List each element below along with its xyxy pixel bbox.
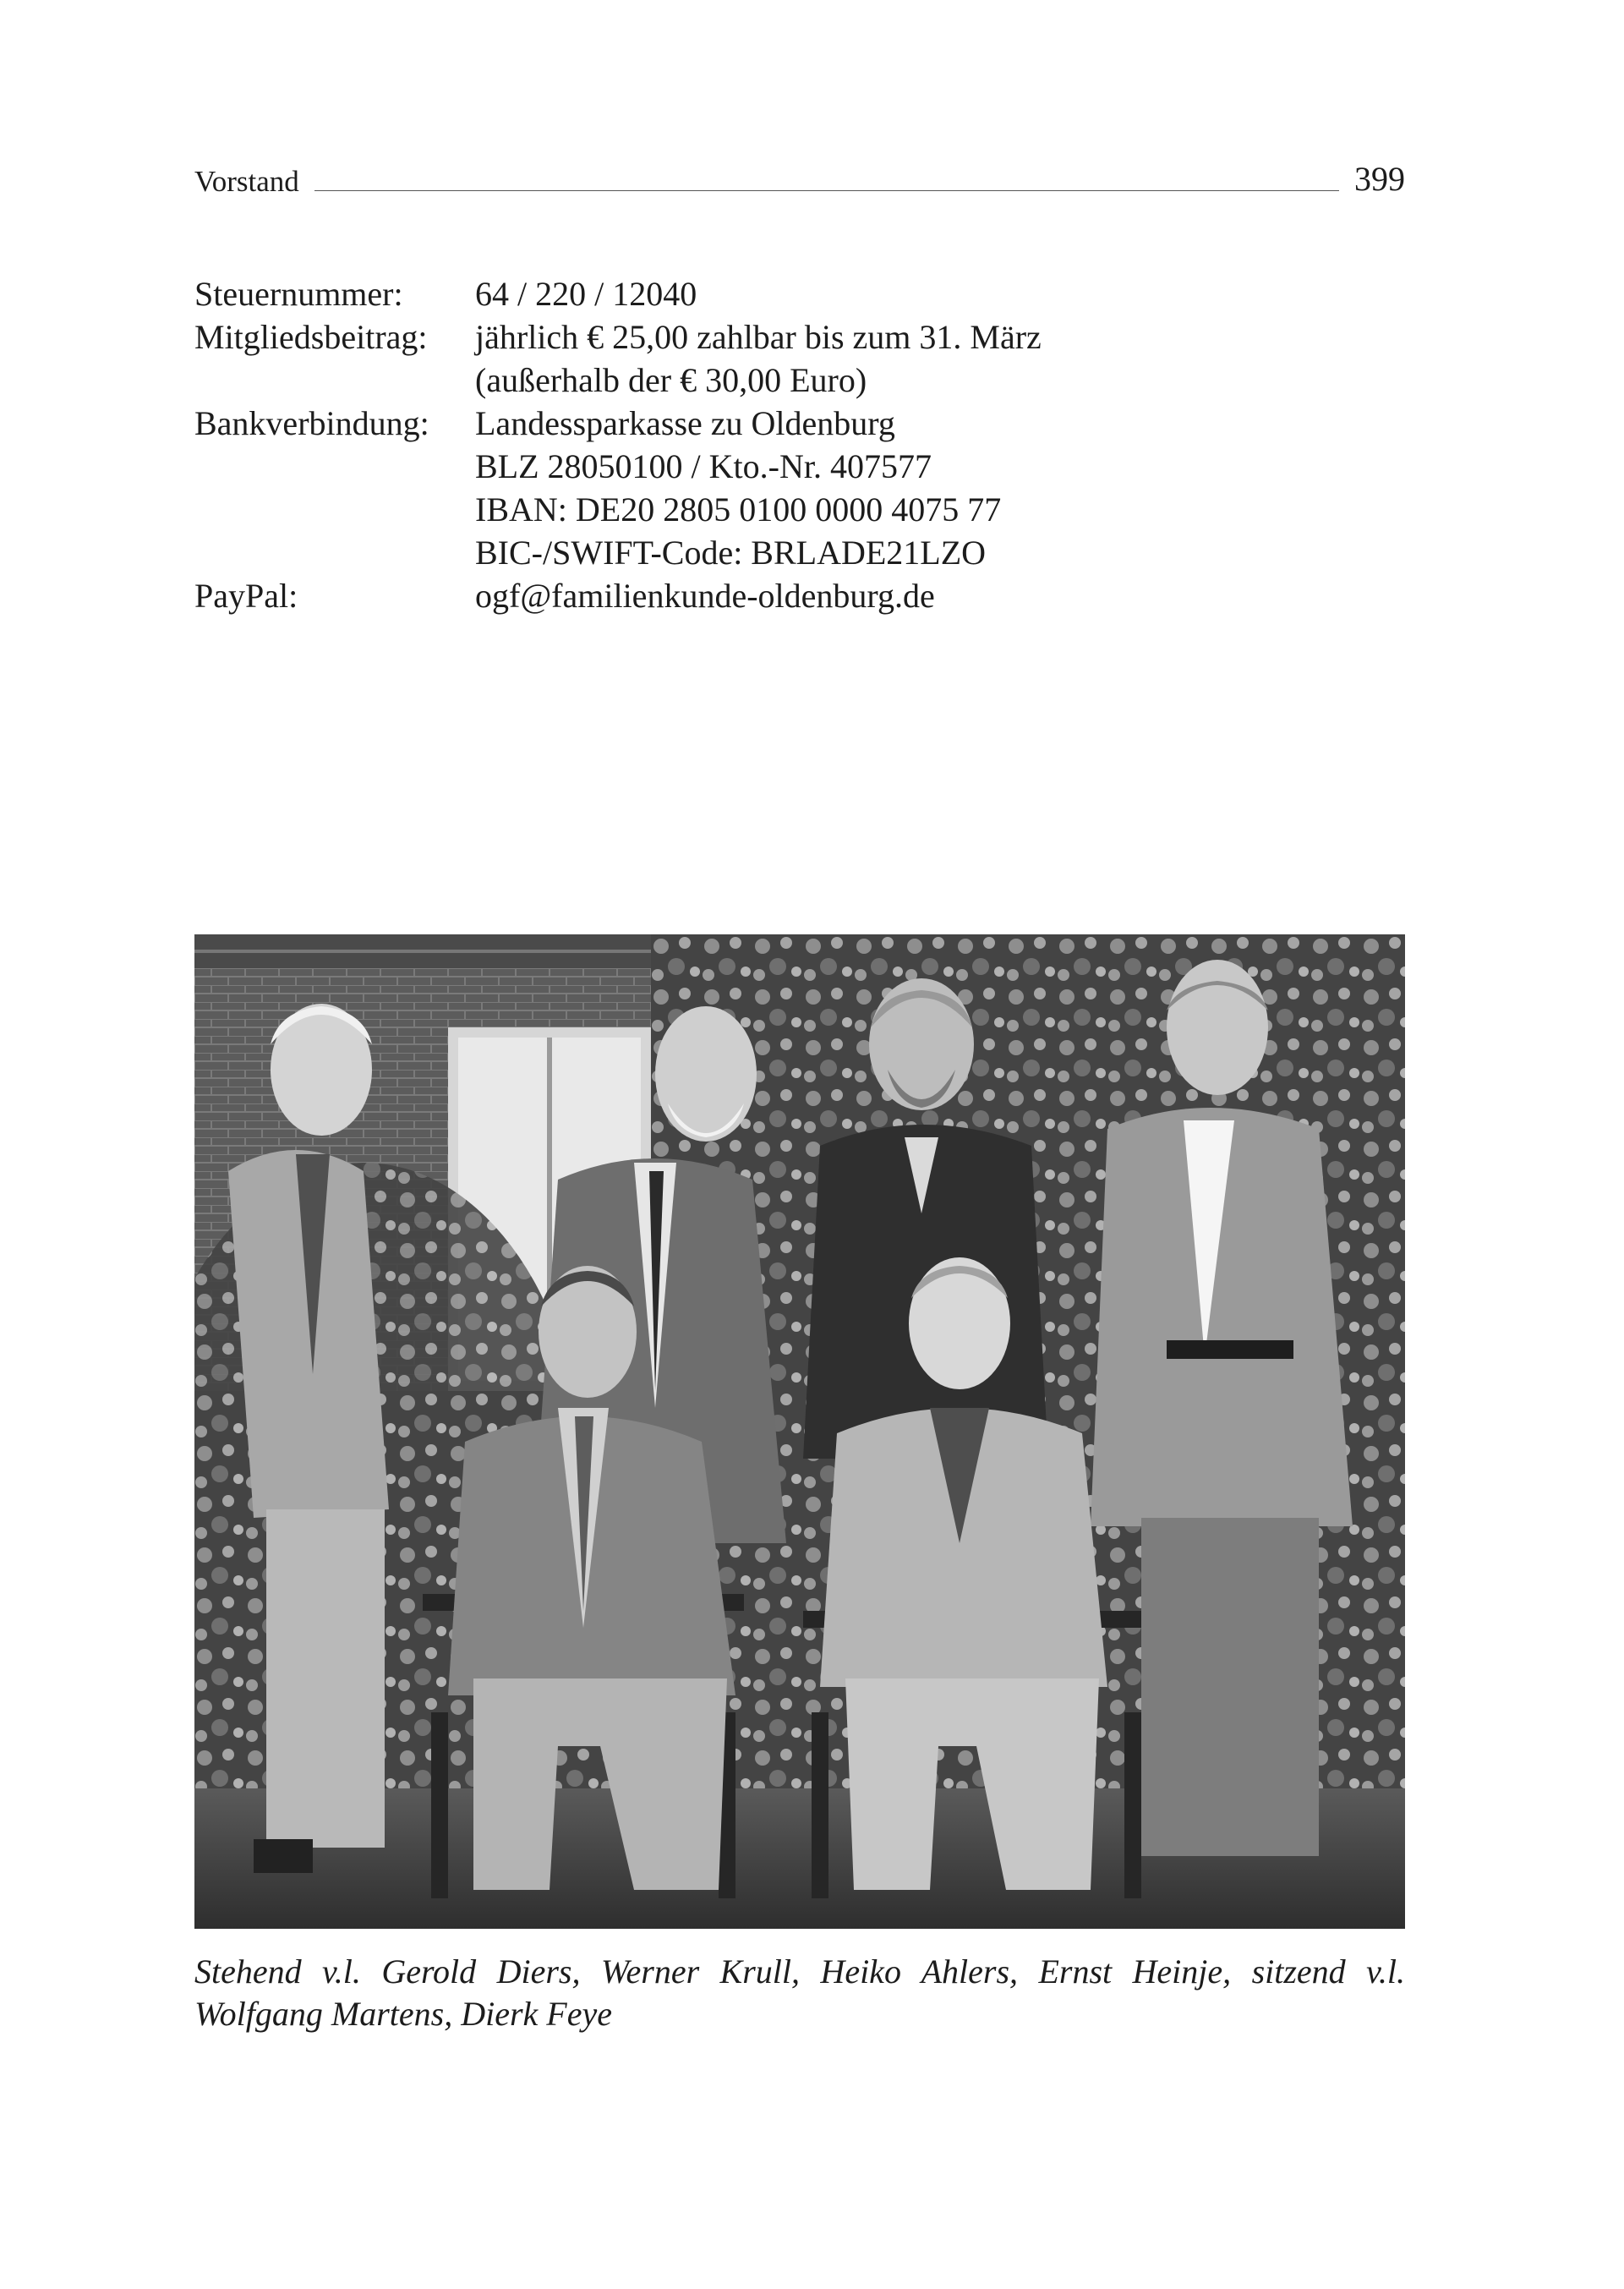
info-label: Steuernummer: [194,275,403,313]
running-head-section: Vorstand [194,165,299,198]
group-photo [194,934,1405,1929]
page-number: 399 [1354,160,1405,198]
group-photo-icon [194,934,1405,1929]
info-values [475,402,1405,574]
info-value: Landessparkasse zu Oldenburg [475,404,895,442]
info-label: Mitgliedsbeitrag: [194,318,428,356]
running-head-rule [314,190,1339,191]
info-value: BIC-/SWIFT-Code: BRLADE21LZO [475,534,987,572]
info-row-membership-fee [194,315,1405,402]
info-value: IBAN: DE20 2805 0100 0000 4075 77 [475,490,1002,528]
info-values [475,315,1405,402]
info-value: jährlich € 25,00 zahlbar bis zum 31. März [475,318,1042,356]
info-values [475,574,1405,617]
info-row-paypal [194,574,1405,617]
info-row-tax-number [194,272,1405,315]
info-row-bank-details [194,402,1405,574]
association-info-table [194,272,1405,617]
photo-caption: Stehend v.l. Gerold Diers, Werner Krull, Heiko Ahlers, Ernst Heinje, sitzend v.l. Wolfgang Martens, Dierk Feye [194,1952,1405,2033]
info-label: Bankverbindung: [194,404,429,442]
info-value: 64 / 220 / 12040 [475,275,697,313]
info-values [475,272,1405,315]
info-value: (außerhalb der € 30,00 Euro) [475,361,867,399]
info-value: ogf@familienkunde-oldenburg.de [475,577,935,615]
running-head [194,152,1405,200]
info-value: BLZ 28050100 / Kto.-Nr. 407577 [475,447,932,485]
info-label: PayPal: [194,577,298,615]
